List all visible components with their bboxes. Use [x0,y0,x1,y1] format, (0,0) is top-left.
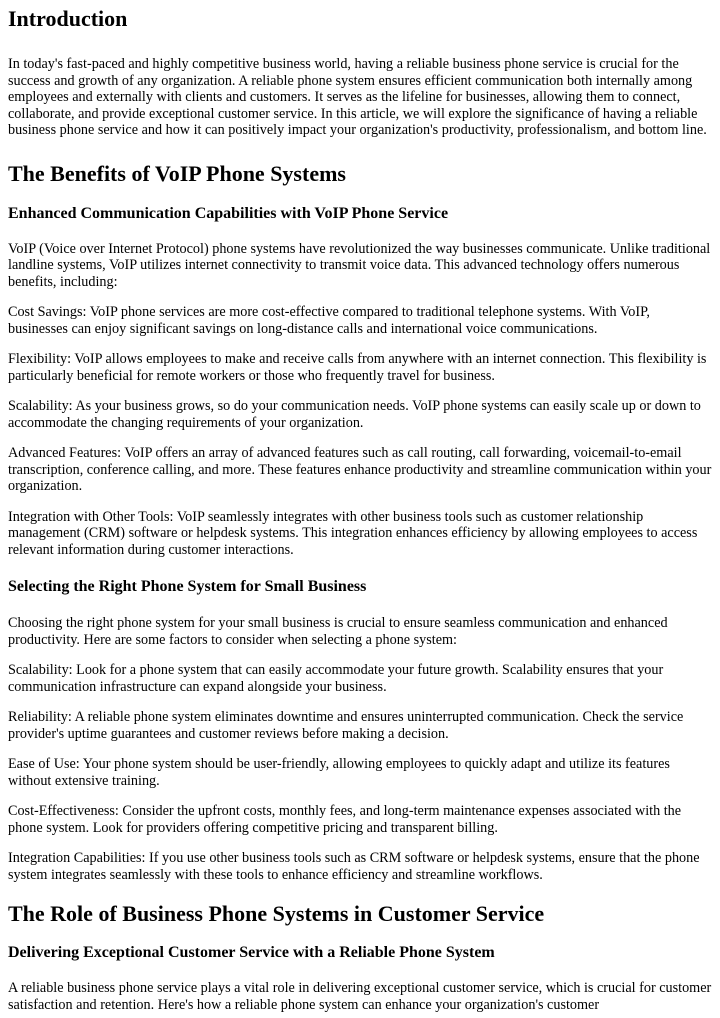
selecting-scalability-paragraph: Scalability: Look for a phone system that can easily accommodate your future growth. Scalability ensures that your communication infrastructure can expand alongside your business. [8,662,664,695]
integration-capabilities-paragraph: Integration Capabilities: If you use other business tools such as CRM software or helpdesk systems, ensure that the phone system integrates seamlessly with these tools to enhance efficiency and streamline workflows. [8,850,700,883]
cost-effectiveness-paragraph: Cost-Effectiveness: Consider the upfront costs, monthly fees, and long-term maintenance expenses associated with the phone system. Look for providers offering competitive pricing and transparent billing. [8,803,682,836]
advanced-features-paragraph: Advanced Features: VoIP offers an array of advanced features such as call routing, call forwarding, voicemail-to-email transcription, conference calling, and more. These features enhance productivity and streamline communication within your organization. [8,445,712,494]
role-heading: The Role of Business Phone Systems in Customer Service [8,901,545,926]
reliability-paragraph: Reliability: A reliable phone system eliminates downtime and ensures uninterrupted communication. Check the service provider's uptime guarantees and customer reviews before making a decision. [8,709,684,742]
integration-paragraph: Integration with Other Tools: VoIP seamlessly integrates with other business tools such as customer relationship management (CRM) software or helpdesk systems. This integration enhances efficiency by allowing employees to access relevant information during customer interactions. [8,508,698,558]
voip-intro-paragraph: VoIP (Voice over Internet Protocol) phone systems have revolutionized the way businesses communicate. Unlike traditional landline systems, VoIP utilizes internet connectivity to transmit voice data. This advanced technology offers numerous benefits, including: [8,240,711,290]
enhanced-communication-heading: Enhanced Communication Capabilities with VoIP Phone Service [8,204,449,222]
benefits-heading: The Benefits of VoIP Phone Systems [8,160,346,186]
introduction-paragraph: In today's fast-paced and highly competitive business world, having a reliable business phone service is crucial for the success and growth of any organization. A reliable phone system ensures efficient communication both internally among employees and externally with clients and customers. It serves as the lifeline for businesses, allowing them to connect, collaborate, and provide exceptional customer service. In this article, we will explore the significance of having a reliable business phone service and how it can positively impact your organization's productivity, professionalism, and bottom line. [8,56,707,138]
ease-of-use-paragraph: Ease of Use: Your phone system should be user-friendly, allowing employees to quickly adapt and utilize its features without extensive training. [8,756,670,789]
cost-savings-paragraph: Cost Savings: VoIP phone services are more cost-effective compared to traditional telephone systems. With VoIP, businesses can enjoy significant savings on long-distance calls and international voice communications. [8,304,650,337]
choosing-paragraph: Choosing the right phone system for your small business is crucial to ensure seamless communication and enhanced productivity. Here are some factors to consider when selecting a phone system: [8,615,668,648]
delivering-service-heading: Delivering Exceptional Customer Service with a Reliable Phone System [8,944,495,961]
flexibility-paragraph: Flexibility: VoIP allows employees to make and receive calls from anywhere with an internet connection. This flexibility is particularly beneficial for remote workers or those who frequently travel for business. [8,351,707,384]
selecting-phone-system-heading: Selecting the Right Phone System for Small Business [8,578,367,595]
reliable-service-paragraph: A reliable business phone service plays a vital role in delivering exceptional customer service, which is crucial for customer satisfaction and retention. Here's how a reliable phone system can enhance your organization's customer [8,980,712,1013]
introduction-heading: Introduction [8,6,128,31]
scalability-paragraph: Scalability: As your business grows, so do your communication needs. VoIP phone systems can easily scale up or down to accommodate the changing requirements of your organization. [8,398,701,431]
